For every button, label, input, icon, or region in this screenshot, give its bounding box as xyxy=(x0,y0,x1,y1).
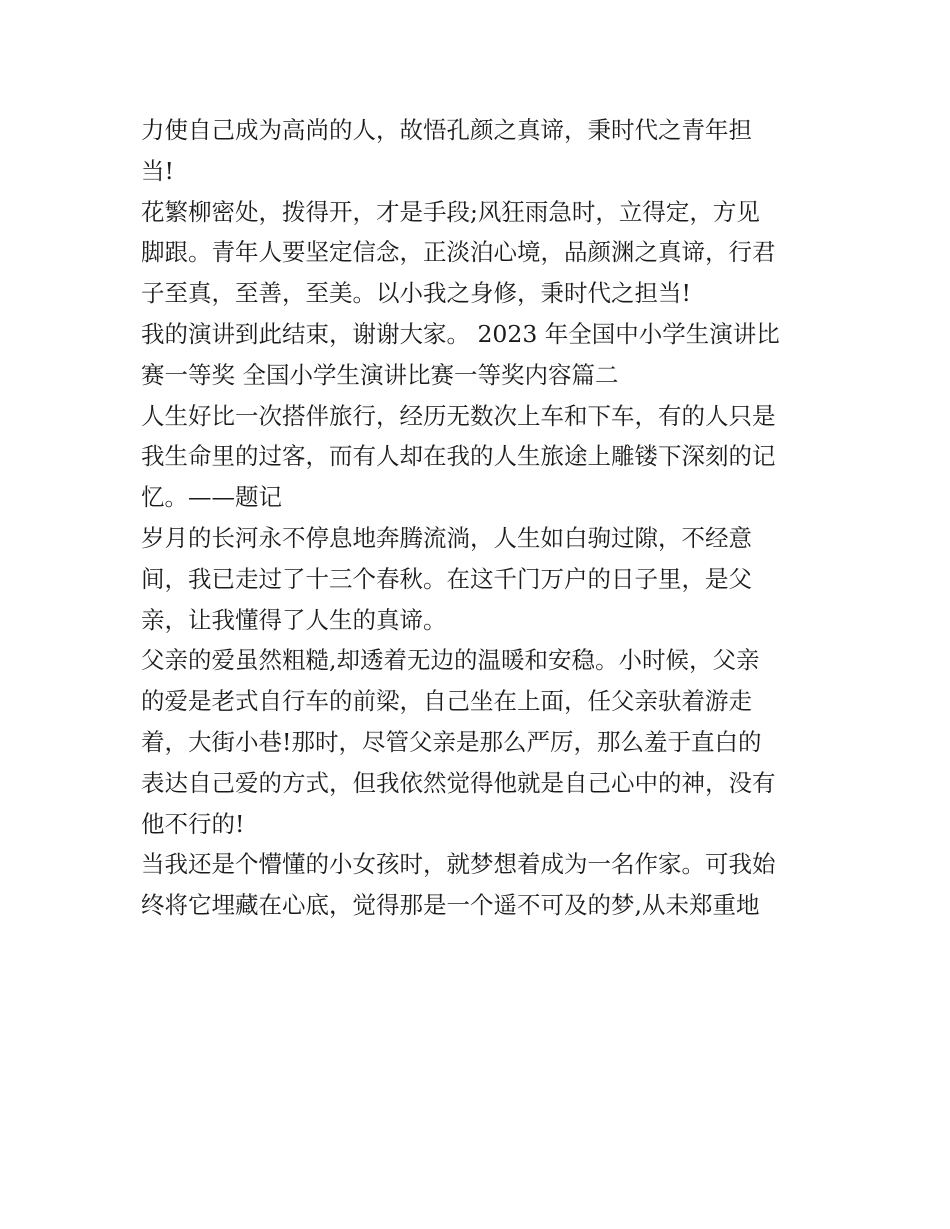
text-line: 亲，让我懂得了人生的真谛。 xyxy=(141,605,447,634)
document-body xyxy=(141,110,821,926)
text-line: 当我还是个懵懂的小女孩时，就梦想着成为一名作家。可我始 xyxy=(141,850,776,879)
text-line: 脚跟。青年人要坚定信念，正淡泊心境，品颜渊之真谛，行君 xyxy=(141,238,776,267)
text-line: 着，大街小巷!那时，尽管父亲是那么严厉，那么羞于直白的 xyxy=(141,727,762,756)
text-line: 赛一等奖 全国小学生演讲比赛一等奖内容篇二 xyxy=(141,360,619,389)
text-line: 力使自己成为高尚的人，故悟孔颜之真谛，秉时代之青年担 xyxy=(141,116,752,144)
text-line: 我生命里的过客，而有人却在我的人生旅途上雕镂下深刻的记 xyxy=(141,442,776,471)
text-line: 表达自己爱的方式，但我依然觉得他就是自己心中的神，没有 xyxy=(141,768,776,797)
text-line: 父亲的爱虽然粗糙,却透着无边的温暖和安稳。小时候，父亲 xyxy=(141,646,760,675)
text-line: 花繁柳密处，拨得开，才是手段;风狂雨急时，立得定，方见 xyxy=(141,197,760,226)
text-line: 岁月的长河永不停息地奔腾流淌，人生如白驹过隙，不经意 xyxy=(141,523,752,552)
text-line: 当! xyxy=(141,156,174,185)
text-line: 人生好比一次搭伴旅行，经历无数次上车和下车，有的人只是 xyxy=(141,401,776,430)
text-line: 终将它埋藏在心底，觉得那是一个遥不可及的梦,从未郑重地 xyxy=(141,891,760,920)
text-line: 间，我已走过了十三个春秋。在这千门万户的日子里，是父 xyxy=(141,564,752,593)
text-line: 他不行的! xyxy=(141,809,245,838)
text-line: 的爱是老式自行车的前梁，自己坐在上面，任父亲驮着游走 xyxy=(141,687,752,716)
text-line: 子至真，至善，至美。以小我之身修，秉时代之担当! xyxy=(141,279,691,308)
text-line: 我的演讲到此结束，谢谢大家。 2023 年全国中小学生演讲比 xyxy=(141,319,780,348)
text-line: 忆。——题记 xyxy=(141,483,282,512)
